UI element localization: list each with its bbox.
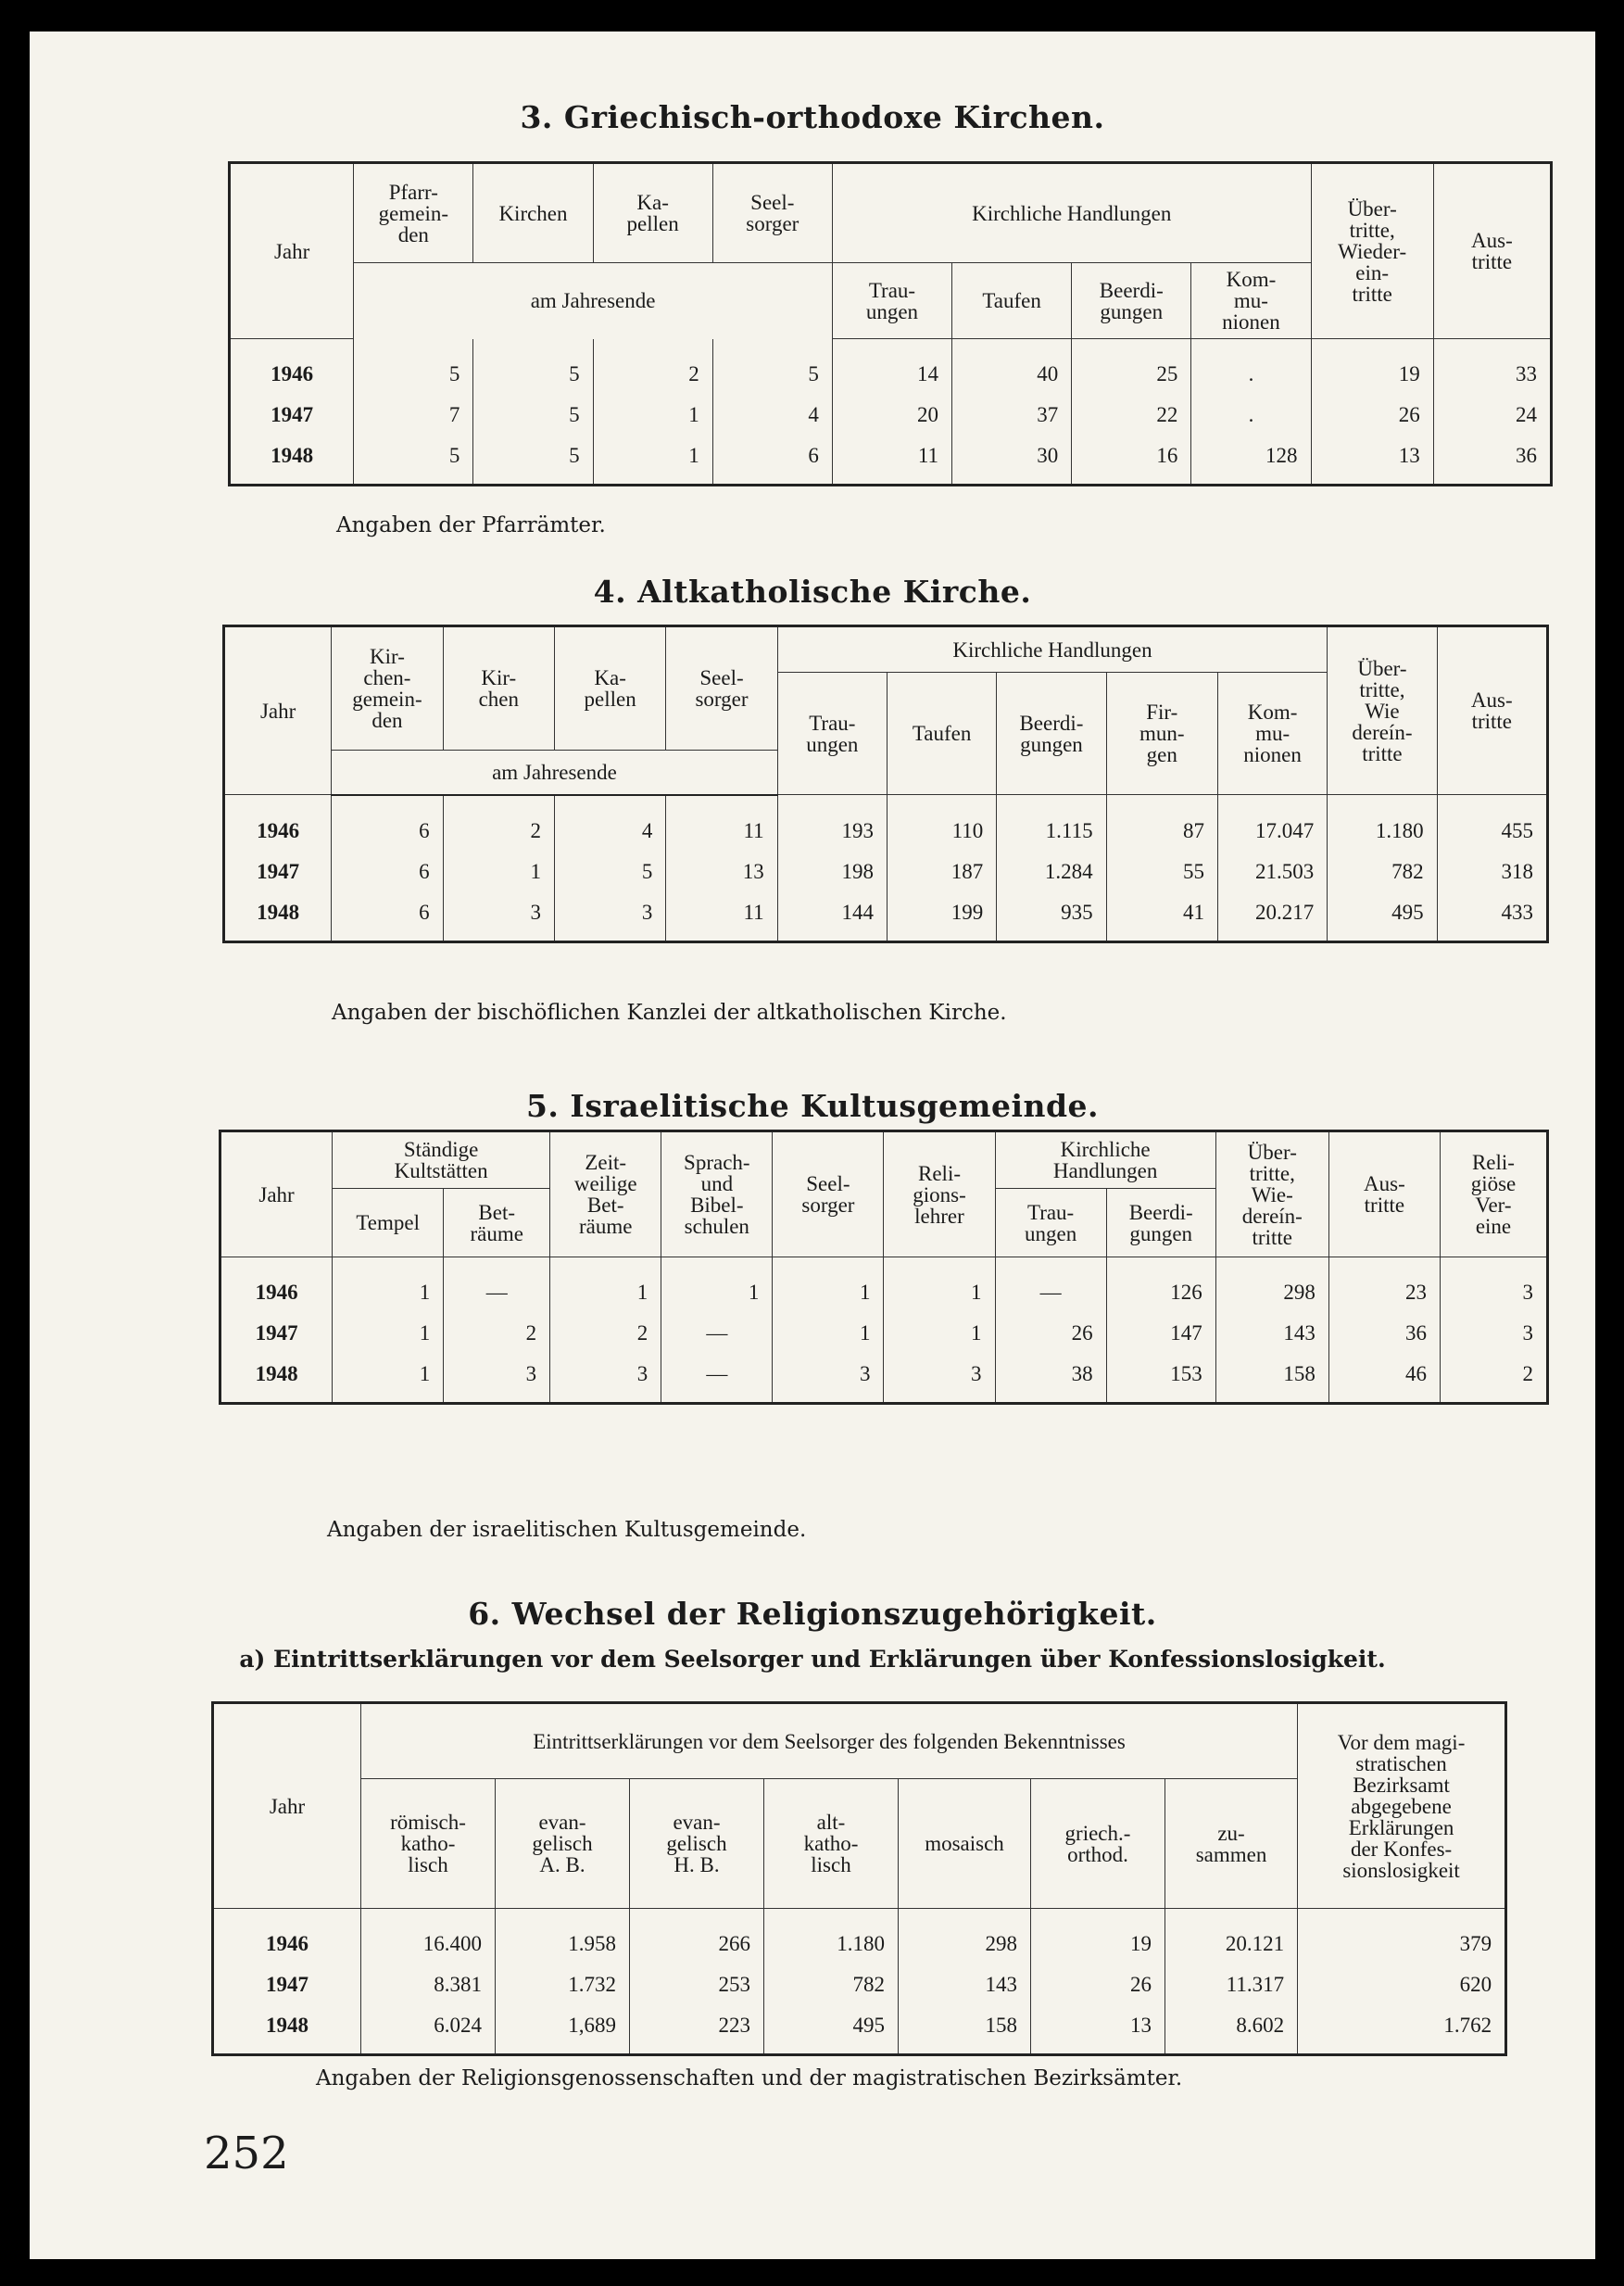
col-header-roemisch-katholisch: römisch- katho- lisch (361, 1779, 496, 1909)
col-header-pfarrgemeinden: Pfarr- gemein- den (354, 163, 473, 263)
col-header-religioese-vereine: Reli- giöse Ver- eine (1440, 1131, 1547, 1257)
table-row: 1948 6 3 3 11 144 199 935 41 20.217 495 433 (224, 892, 1548, 942)
section-5-source: Angaben der israelitischen Kultusgemeinde. (327, 1518, 807, 1542)
col-header-uebertritte: Über- tritte, Wieder- ein- tritte (1311, 163, 1433, 339)
section-6-source: Angaben der Religionsgenossenschaften und der magistratischen Bezirksämter. (316, 2066, 1183, 2090)
col-header-seelsorger: Seel- sorger (666, 626, 777, 751)
col-header-eintrittserklaerungen: Eintrittserklärungen vor dem Seelsorger des folgenden Bekenntnisses (361, 1703, 1298, 1779)
col-header-altkatholisch: alt- katho- lisch (764, 1779, 899, 1909)
col-header-staendige-kultstaetten: Ständige Kultstätten (333, 1131, 550, 1189)
col-header-jahr: Jahr (220, 1131, 333, 1257)
section-4-title: 4. Altkatholische Kirche. (593, 574, 1032, 610)
table-altkatholisch (222, 625, 1549, 943)
col-header-kommunionen: Kom- mu- nionen (1217, 673, 1327, 795)
col-header-evangelisch-hb: evan- gelisch H. B. (630, 1779, 764, 1909)
col-header-uebertritte: Über- tritte, Wie dereín- tritte (1328, 626, 1437, 795)
col-header-griech-orthod: griech.- orthod. (1031, 1779, 1165, 1909)
col-header-betraeume: Bet- räume (444, 1189, 550, 1257)
col-header-zeitweilige-betraeume: Zeit- weilige Bet- räume (550, 1131, 661, 1257)
col-header-sprach-bibelschulen: Sprach- und Bibel- schulen (661, 1131, 773, 1257)
section-4-source: Angaben der bischöflichen Kanzlei der altkatholischen Kirche. (332, 1001, 1007, 1025)
col-header-mosaisch: mosaisch (899, 1779, 1031, 1909)
table-wechsel-religionszugehoerigkeit (211, 1701, 1507, 2056)
col-header-kirchen: Kir- chen (443, 626, 554, 751)
col-header-austritte: Aus- tritte (1433, 163, 1551, 339)
col-header-beerdigungen: Beerdi- gungen (1106, 1189, 1215, 1257)
table-row: 1946 6 2 4 11 193 110 1.115 87 17.047 1.180 455 (224, 811, 1548, 852)
col-header-tempel: Tempel (333, 1189, 444, 1257)
table-row: 1947 1 2 2 — 1 1 26 147 143 36 3 (220, 1313, 1548, 1354)
col-header-kommunionen: Kom- mu- nionen (1191, 263, 1311, 339)
col-header-kirchengemeinden: Kir- chen- gemein- den (332, 626, 443, 751)
table-row: 1947 7 5 1 4 20 37 22 . 26 24 (230, 395, 1552, 436)
section-5-title: 5. Israelitische Kultusgemeinde. (525, 1088, 1100, 1124)
table-griechisch-orthodox (228, 161, 1553, 486)
table-row: 1948 6.024 1,689 223 495 158 13 8.602 1.762 (213, 2005, 1506, 2055)
col-header-kapellen: Ka- pellen (554, 626, 665, 751)
col-header-beerdigungen: Beerdi- gungen (997, 673, 1106, 795)
col-header-seelsorger: Seel- sorger (712, 163, 832, 263)
section-6-title: 6. Wechsel der Religionszugehörigkeit. (468, 1596, 1157, 1632)
table-row: 1946 16.400 1.958 266 1.180 298 19 20.121 379 (213, 1924, 1506, 1964)
col-header-kirchen: Kirchen (473, 163, 593, 263)
page (30, 32, 1595, 2259)
col-header-beerdigungen: Beerdi- gungen (1072, 263, 1191, 339)
col-header-evangelisch-ab: evan- gelisch A. B. (496, 1779, 630, 1909)
col-header-trauungen: Trau- ungen (777, 673, 887, 795)
col-header-religionslehrer: Reli- gions- lehrer (884, 1131, 995, 1257)
col-header-taufen: Taufen (887, 673, 996, 795)
col-header-firmungen: Fir- mun- gen (1106, 673, 1217, 795)
col-header-trauungen: Trau- ungen (832, 263, 951, 339)
col-header-jahr: Jahr (224, 626, 332, 795)
col-header-jahr: Jahr (230, 163, 354, 339)
col-header-jahr: Jahr (213, 1703, 361, 1909)
col-header-kapellen: Ka- pellen (593, 163, 712, 263)
col-header-seelsorger: Seel- sorger (773, 1131, 884, 1257)
col-header-konfessionslosigkeit: Vor dem magi- stratischen Bezirksamt abgegebene Erklärungen der Konfes- sionslosigkeit (1298, 1703, 1506, 1909)
table-row: 1947 6 1 5 13 198 187 1.284 55 21.503 782 318 (224, 852, 1548, 892)
col-header-trauungen: Trau- ungen (995, 1189, 1106, 1257)
table-row: 1946 5 5 2 5 14 40 25 . 19 33 (230, 354, 1552, 395)
table-row: 1947 8.381 1.732 253 782 143 26 11.317 620 (213, 1964, 1506, 2005)
col-header-kirchliche-handlungen: Kirchliche Handlungen (832, 163, 1311, 263)
table-row: 1948 5 5 1 6 11 30 16 128 13 36 (230, 436, 1552, 486)
section-6-subtitle: a) Eintrittserklärungen vor dem Seelsorger und Erklärungen über Konfessionslosigkeit. (239, 1646, 1386, 1673)
col-header-kirchliche-handlungen: Kirchliche Handlungen (777, 626, 1328, 673)
col-header-taufen: Taufen (952, 263, 1072, 339)
table-row: 1948 1 3 3 — 3 3 38 153 158 46 2 (220, 1354, 1548, 1404)
col-header-kirchliche-handlungen: Kirchliche Handlungen (995, 1131, 1215, 1189)
col-header-austritte: Aus- tritte (1437, 626, 1547, 795)
col-header-zusammen: zu- sammen (1165, 1779, 1298, 1909)
section-3-title: 3. Griechisch-orthodoxe Kirchen. (520, 99, 1105, 135)
col-header-uebertritte: Über- tritte, Wie- dereín- tritte (1215, 1131, 1328, 1257)
section-3-source: Angaben der Pfarrämter. (336, 513, 606, 537)
col-header-am-jahresende: am Jahresende (332, 751, 777, 795)
col-header-am-jahresende: am Jahresende (354, 263, 833, 339)
table-israelitisch (219, 1130, 1549, 1405)
table-row: 1946 1 — 1 1 1 1 — 126 298 23 3 (220, 1272, 1548, 1313)
col-header-austritte: Aus- tritte (1328, 1131, 1440, 1257)
page-number: 252 (204, 2128, 289, 2179)
